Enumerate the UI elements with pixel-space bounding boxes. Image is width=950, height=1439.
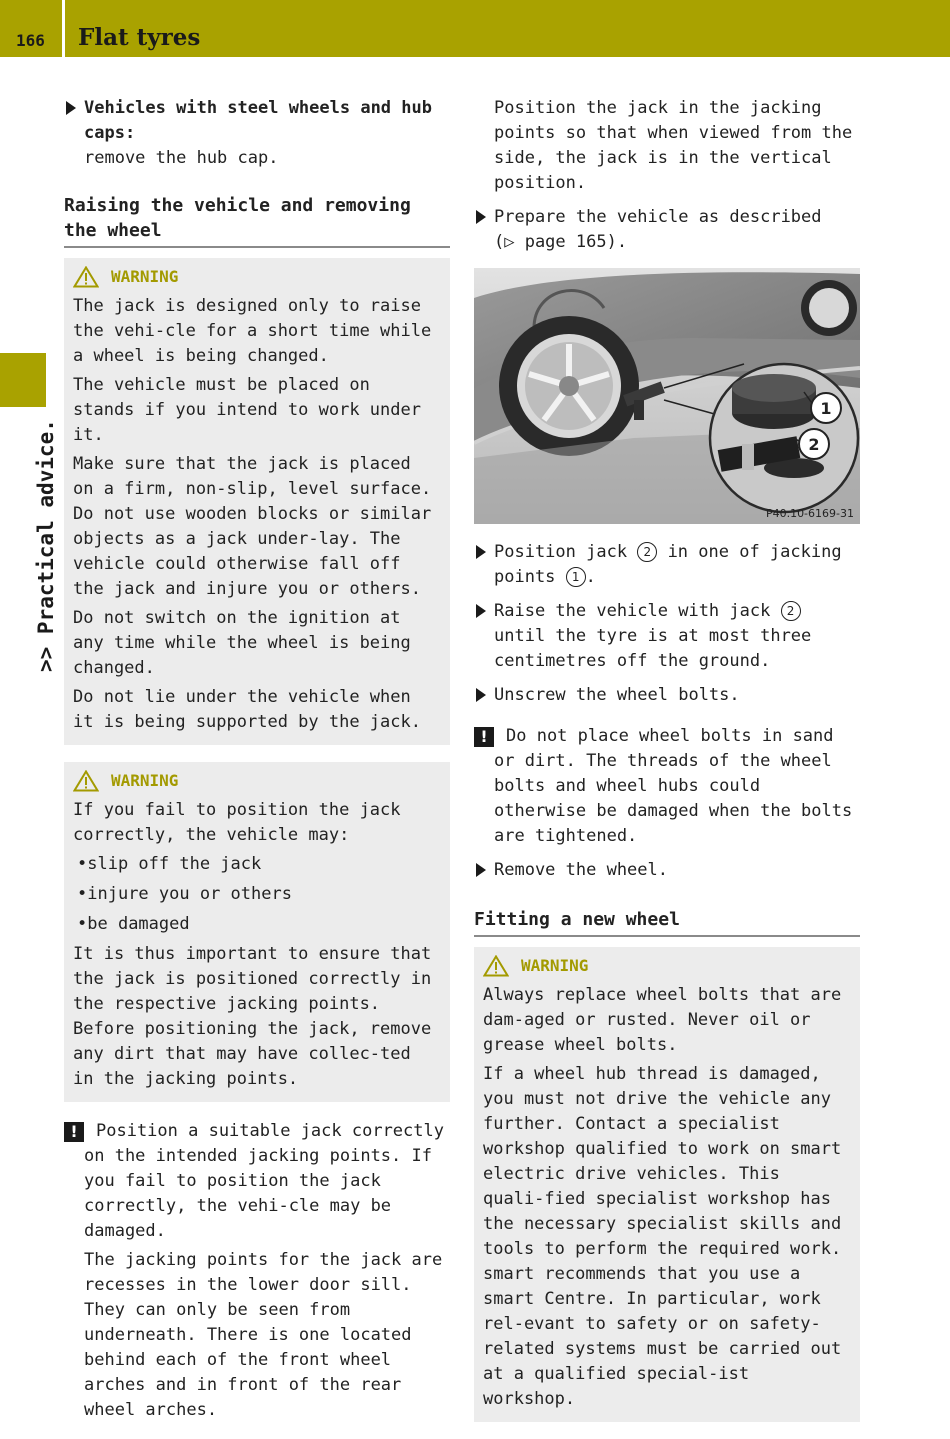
warning-header — [73, 266, 441, 288]
warning-bullet-list — [73, 852, 441, 937]
figure-code: P40.10-6169-31 — [765, 507, 854, 520]
note-paragraph: Position a suitable jack correctly on the intended jacking points. If you fail to position the jack correctly, the vehi-cle may be damaged. — [84, 1121, 444, 1241]
step-remove-wheel — [474, 858, 860, 883]
warning-paragraph: If a wheel hub thread is damaged, you must not drive the vehicle any further. Contact a specialist workshop qualified to work on smart electric drive vehicles. This quali-fied specialist workshop has the necessary specialist skills and tools to perform the required work. smart recommends that you use a smart Centre. In particular, work rel-evant to safety or on safety-related systems must be carried out at a qualified special-ist workshop. — [483, 1064, 842, 1409]
warning-outro: It is thus important to ensure that the jack is positioned correctly in the respective jacking points. Before positioning the jack, remove any dirt that may have collec-ted in the jacking points. — [73, 944, 432, 1089]
side-tab-marker — [0, 353, 46, 407]
warning-header — [483, 955, 851, 977]
warning-triangle-icon — [73, 770, 99, 792]
step-arrow-icon — [476, 210, 486, 224]
step-arrow-icon — [476, 545, 486, 559]
page-reference-link[interactable]: (▷ page 165). — [494, 232, 628, 252]
step-unscrew-bolts — [474, 683, 860, 708]
step-text: until the tyre is at most three centimetres off the ground. — [494, 626, 812, 671]
warning-label: WARNING — [521, 956, 589, 975]
warning-label: WARNING — [111, 771, 179, 790]
section-title-raising: Raising the vehicle and removing the wheel — [64, 193, 450, 248]
exclamation-icon: ! — [474, 727, 494, 747]
continued-text: Position the jack in the jacking points so that when viewed from the side, the jack is in the vertical position. — [494, 98, 853, 193]
step-arrow-icon — [476, 688, 486, 702]
step-arrow-icon — [476, 863, 486, 877]
left-column — [64, 96, 450, 1432]
step-text: Position jack — [494, 542, 628, 562]
warning-triangle-icon — [483, 955, 509, 977]
warning-paragraph: Always replace wheel bolts that are dam-aged or rusted. Never oil or grease wheel bolts. — [483, 985, 842, 1055]
page-header — [0, 0, 950, 57]
list-item: • be damaged — [73, 912, 441, 937]
car-jack-image — [474, 268, 860, 524]
list-item: • slip off the jack — [73, 852, 441, 877]
warning-box-wheel-bolts — [474, 947, 860, 1422]
callout-1: 1 — [820, 399, 832, 418]
warning-paragraph: The vehicle must be placed on stands if you intend to work under it. — [73, 375, 421, 445]
step-text: Remove the wheel. — [494, 860, 668, 880]
step-hub-bold: Vehicles with steel wheels and hub caps: — [84, 98, 432, 143]
step-prepare-text: Prepare the vehicle as described — [494, 207, 822, 227]
page-number: 166 — [16, 31, 45, 50]
step-hub-cap — [64, 96, 450, 171]
callout-2-ref: 2 — [637, 542, 657, 562]
note-paragraph: Do not place wheel bolts in sand or dirt. The threads of the wheel bolts and wheel hubs could otherwise be damaged when the bolts are tightened. — [494, 726, 853, 846]
step-hub-text: remove the hub cap. — [84, 148, 279, 168]
step-text: . — [585, 567, 596, 587]
step-text: Raise the vehicle with jack — [494, 601, 771, 621]
warning-paragraph: Make sure that the jack is placed on a firm, non-slip, level surface. Do not use wooden blocks or similar objects as a jack under-lay. The vehicle could otherwise fall off the jack and injure you or others. — [73, 454, 432, 599]
section-title-fitting: Fitting a new wheel — [474, 907, 860, 937]
warning-intro: If you fail to position the jack correctly, the vehicle may: — [73, 800, 401, 845]
warning-label: WARNING — [111, 267, 179, 286]
warning-triangle-icon — [73, 266, 99, 288]
page-title: Flat tyres — [78, 24, 201, 51]
callout-2: 2 — [808, 435, 820, 454]
warning-box-jack-position — [64, 762, 450, 1102]
side-section-label: >> Practical advice. — [34, 419, 58, 672]
warning-box-jack-use — [64, 258, 450, 745]
note-jacking-points — [64, 1119, 450, 1423]
note-wheel-bolts — [474, 724, 860, 849]
warning-paragraph: Do not switch on the ignition at any time while the wheel is being changed. — [73, 608, 411, 678]
exclamation-icon: ! — [64, 1122, 84, 1142]
note-paragraph: The jacking points for the jack are recesses in the lower door sill. They can only be seen from underneath. There is one located behind each of the front wheel arches and in front of the rear wheel arches. — [84, 1250, 443, 1420]
step-prepare-vehicle — [474, 205, 860, 255]
warning-header — [73, 770, 441, 792]
callout-1-ref: 1 — [566, 567, 586, 587]
callout-2-ref: 2 — [781, 601, 801, 621]
step-text: in one of jacking points — [494, 542, 842, 587]
step-position-jack — [474, 540, 860, 590]
right-column — [474, 96, 860, 1439]
warning-paragraph: Do not lie under the vehicle when it is being supported by the jack. — [73, 687, 421, 732]
step-raise-vehicle — [474, 599, 860, 674]
step-arrow-icon — [66, 101, 76, 115]
warning-paragraph: The jack is designed only to raise the vehi-cle for a short time while a wheel is being changed. — [73, 296, 432, 366]
header-divider — [62, 0, 65, 57]
jack-illustration — [474, 268, 860, 524]
list-item: • injure you or others — [73, 882, 441, 907]
step-arrow-icon — [476, 604, 486, 618]
step-text: Unscrew the wheel bolts. — [494, 685, 740, 705]
